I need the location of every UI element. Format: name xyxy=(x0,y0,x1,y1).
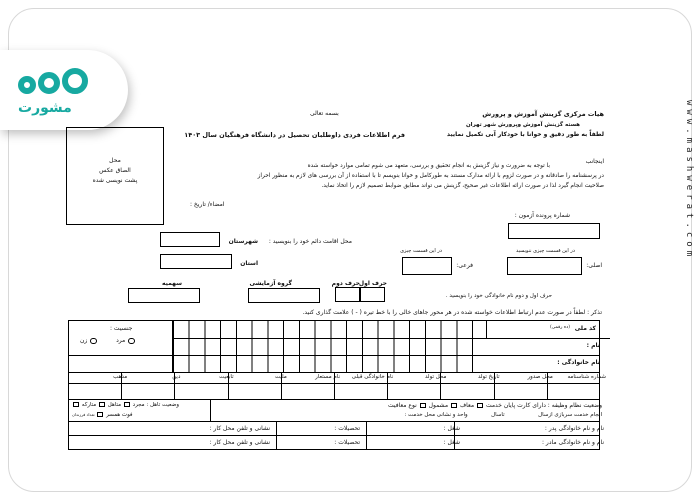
form-title: فرم اطلاعات فردی داوطلبان تحصیل در دانشگاه فرهنگیان سال ۱۴۰۳ xyxy=(184,131,405,139)
residence-label: محل اقامت دائم خود را بنویسید : xyxy=(268,238,352,245)
deceased-spouse-checkbox[interactable] xyxy=(97,412,103,417)
mother-row-education-label: تحصیلات : xyxy=(334,439,360,446)
exempt-checkbox[interactable] xyxy=(451,403,457,408)
national-code-digit-cells[interactable] xyxy=(172,320,487,338)
letters-hint: حرف اول و دوم نام خانوادگی خود را بنویسید . xyxy=(445,293,552,299)
signature-date-label: امضاء/ تاریخ : xyxy=(190,201,225,208)
id-header-1: محل صدور xyxy=(527,374,553,380)
declaration-line-2: در پرسشنامه را صادقانه و در صورت لزوم با ارائه مدارک مستند به طورکامل و خوانا بنویسم تا با استفاده از آن بررسی های لازم به منظور احراز xyxy=(257,173,604,179)
last-name-label: نام خانوادگی : xyxy=(557,359,600,366)
divorced-checkbox[interactable] xyxy=(73,402,79,407)
marital-label: وضعیت تاهل : xyxy=(146,402,180,408)
fill-instruction: لطفاً به طور دقیق و خوانا با خودکار آبی تکمیل نمایید xyxy=(446,131,604,138)
second-letter-box[interactable] xyxy=(335,287,360,302)
photo-placeholder xyxy=(66,127,164,225)
office-note-1: در این قسمت چیزی ننویسید xyxy=(516,248,575,254)
female-label: زن xyxy=(80,337,88,344)
female-radio[interactable] xyxy=(90,338,97,344)
father-row-address-label: نشانی و تلفن محل کار : xyxy=(209,425,270,432)
declaration-line-1: با توجه به ضرورت و نیاز گزینش به انجام تحقیق و بررسی، متعهد می شوم تمامی موارد خواسته شده xyxy=(307,163,550,169)
id-header-5: نام مستعار xyxy=(315,374,340,380)
married-checkbox[interactable] xyxy=(99,402,105,407)
subject-label: مشمول xyxy=(428,402,449,409)
national-code-note: (ده رقمی) xyxy=(550,325,570,330)
test-group-box[interactable] xyxy=(248,288,320,303)
office-note-2: در این قسمت چیزی xyxy=(400,248,442,254)
first-letter-box[interactable] xyxy=(360,287,385,302)
mother-row-name-label: نام و نام خانوادگی مادر : xyxy=(542,439,604,446)
org-line-1: هیات مرکزی گزینش آموزش و پرورش xyxy=(482,110,604,118)
farie-label: فرعی: xyxy=(456,262,473,269)
photo-line-1: محل xyxy=(109,157,121,164)
photo-line-2: الصاق عکس xyxy=(99,167,131,174)
exempt-label: معاف xyxy=(459,402,475,409)
card-end-label: دارای کارت پایان خدمت xyxy=(485,402,546,409)
exam-file-no-label: شماره پرونده آزمون : xyxy=(514,212,570,219)
children-count-label: تعداد فرزندان xyxy=(72,412,95,417)
asli-box[interactable] xyxy=(507,257,582,275)
city-label: شهرستان xyxy=(228,238,258,245)
father-row-education-label: تحصیلات : xyxy=(334,425,360,432)
divorced-label: متارکه xyxy=(81,402,97,408)
single-label: مجرد xyxy=(132,402,145,408)
service-info xyxy=(404,412,602,418)
farie-box[interactable] xyxy=(402,257,452,275)
id-header-2: تاریخ تولد xyxy=(477,374,500,380)
marital-status xyxy=(72,402,179,408)
exam-file-no-box[interactable] xyxy=(508,223,600,239)
male-radio[interactable] xyxy=(128,338,135,344)
org-line-2: هسته گزینش آموزش وپرورش شهر تهران xyxy=(465,122,580,128)
service-unit-label: واحد و نشانی محل خدمت : xyxy=(404,412,468,418)
declaration-intro: اینجانب xyxy=(585,158,604,165)
id-header-8: دین xyxy=(172,374,181,380)
exemption-type-label: نوع معافیت xyxy=(388,402,417,409)
gender-options xyxy=(80,337,136,344)
id-header-3: محل تولد xyxy=(425,374,447,380)
logo-text: مشورت xyxy=(18,100,72,116)
reminder-text: تذکر : لطفاً در صورت عدم ارتباط اطلاعات خواسته شده در هر محور جاهای خالی را با خط تیره ( - ) علامت گذاری کنید. xyxy=(302,309,602,316)
first-letter-label: حرف اول xyxy=(358,280,387,287)
single-checkbox[interactable] xyxy=(124,402,130,407)
asli-label: اصلی: xyxy=(586,262,602,269)
service-to-label: تاسال xyxy=(491,412,505,418)
id-header-9: مذهب xyxy=(113,374,128,380)
father-row-job-label: شغل : xyxy=(443,425,460,432)
national-code-label: کد ملی xyxy=(574,325,596,332)
site-url: www.mashwerat.com xyxy=(684,100,694,261)
mother-row-address-label: نشانی و تلفن محل کار : xyxy=(209,439,270,446)
card-end-checkbox[interactable] xyxy=(477,403,483,408)
military-label: وضعیت نظام وظیفه : xyxy=(547,402,602,409)
second-letter-label: حرف دوم xyxy=(331,280,360,287)
deceased-spouse-label: فوت همسر xyxy=(106,412,133,418)
service-from-label: انجام خدمت سربازی ازسال xyxy=(538,412,602,418)
id-header-6: ملیت xyxy=(274,374,287,380)
mother-row-job-label: شغل : xyxy=(443,439,460,446)
test-group-label: گروه آزمایشی xyxy=(249,280,292,287)
bismillah: بسمه تعالی xyxy=(310,110,339,117)
gender-label: جنسیت : xyxy=(110,325,133,332)
spouse-status xyxy=(72,412,133,418)
province-box[interactable] xyxy=(160,254,232,269)
city-box[interactable] xyxy=(160,232,220,247)
id-header-7: تابعیت xyxy=(219,374,234,380)
form-document xyxy=(60,85,610,470)
photo-line-3: پشت نویسی شده xyxy=(92,177,138,184)
married-label: متاهل xyxy=(107,402,122,408)
declaration-line-3: صلاحیت انجام گیرد لذا در صورت ارائه اطلاعات غیر صحیح، گزینش می تواند مطابق ضوابط تصمیم لازم را اتخاذ نماید. xyxy=(321,183,604,189)
male-label: مرد xyxy=(116,337,126,344)
province-label: استان xyxy=(240,260,258,267)
subject-checkbox[interactable] xyxy=(420,403,426,408)
quota-label: سهمیه xyxy=(162,280,182,287)
id-header-0: شماره شناسنامه xyxy=(567,374,606,380)
id-header-4: نام خانوادگی قبلی xyxy=(351,374,394,380)
military-status xyxy=(388,402,602,409)
father-row-name-label: نام و نام خانوادگی پدر : xyxy=(544,425,604,432)
quota-box[interactable] xyxy=(128,288,200,303)
first-name-label: نام : xyxy=(586,342,600,349)
